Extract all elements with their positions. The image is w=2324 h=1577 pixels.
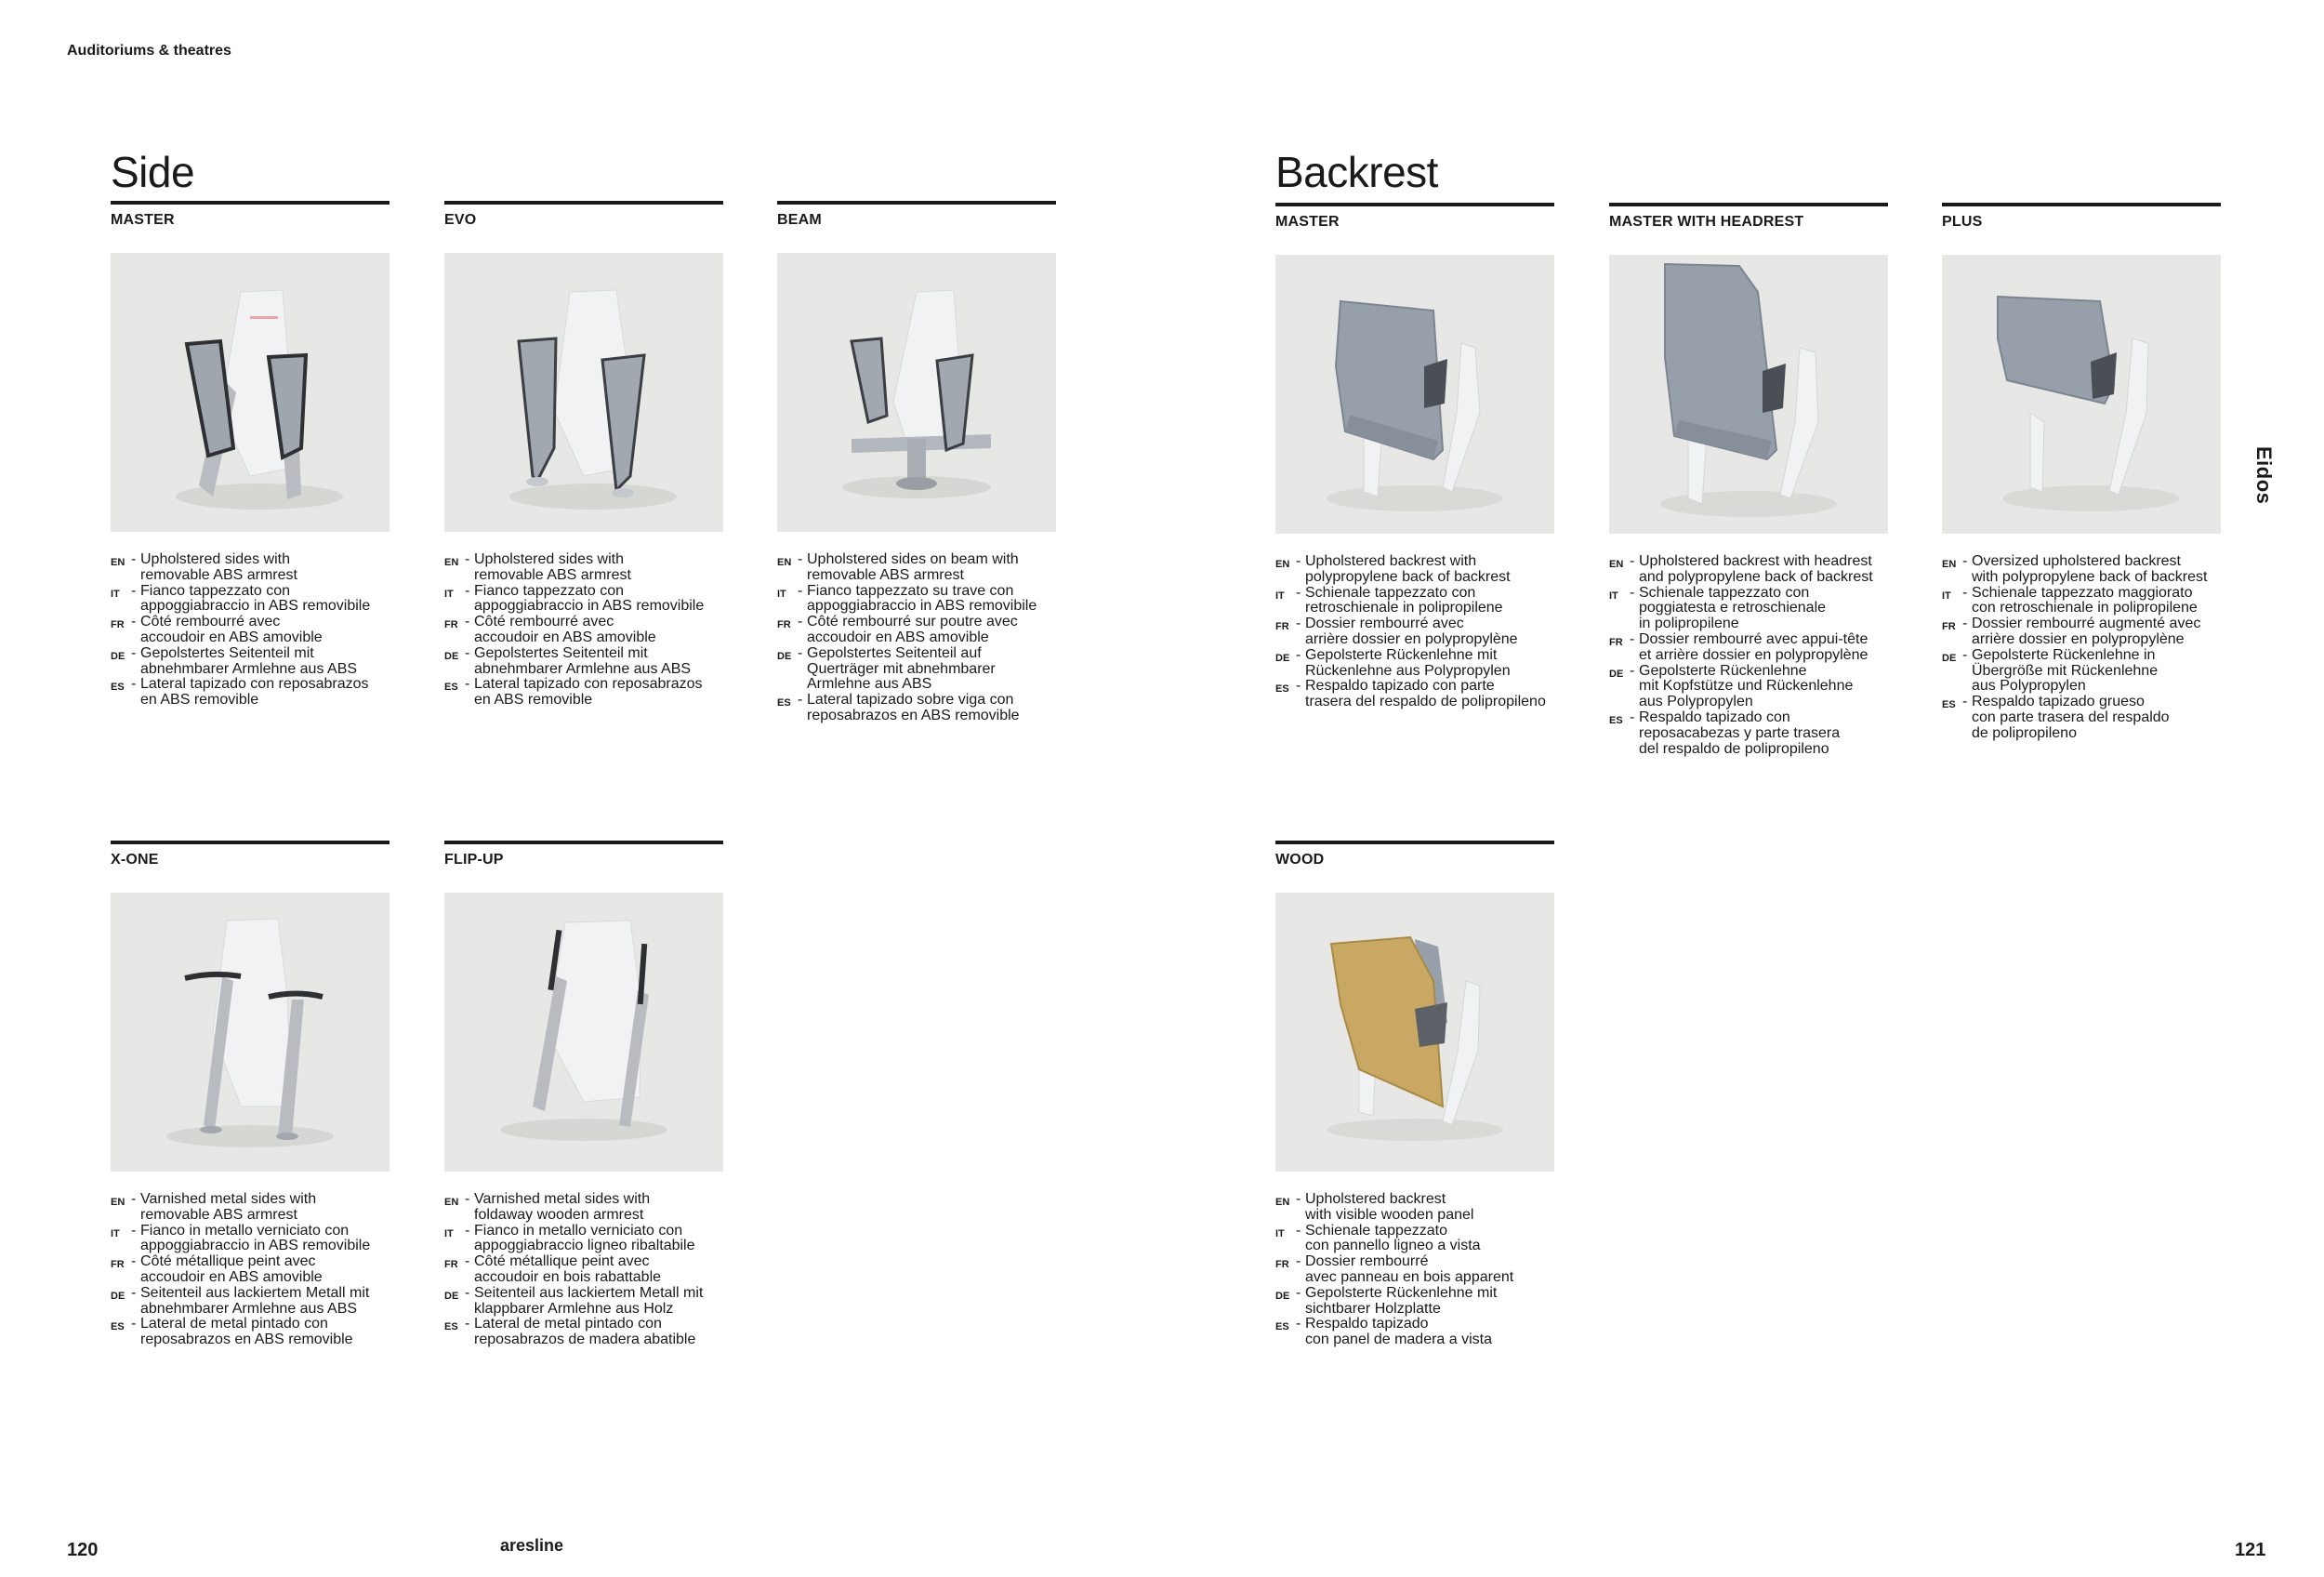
backrest-master-image bbox=[1275, 255, 1554, 534]
description: EN - Varnished metal sides with foldaway wooden armrest IT - Fianco in metallo verniciato con appoggiabraccio ligneo ribaltabile FR - Côté métallique peint avec accoudoir en bois rabattable DE - Seitenteil aus lackiertem Metall mit klappbarer Armlehne aus Holz ES - Lateral de metal pintado con reposabrazos de madera abatible bbox=[444, 1191, 704, 1348]
description: EN - Upholstered backrest with headrest and polypropylene back of backrest IT - Schienale tappezzato con poggiatesta e retroschienale in polipropilene FR - Dossier rembourré avec appui-tête et arrière dossier en polypropylène DE - Gepolsterte Rückenlehne mit Kopfstütze und Rückenlehne aus Polypropylen ES - Respaldo tapizado con reposacabezas y parte trasera del respaldo de polipropileno bbox=[1609, 553, 1873, 757]
product-backrest-plus bbox=[1942, 203, 2221, 742]
chair-photo bbox=[111, 253, 390, 532]
product-backrest-master bbox=[1275, 203, 1554, 710]
chair-photo bbox=[444, 893, 723, 1172]
product-side-flip-up bbox=[444, 841, 723, 1348]
backrest-headrest-image bbox=[1609, 255, 1888, 534]
product-backrest-master-headrest bbox=[1609, 203, 1888, 757]
product-side-master bbox=[111, 201, 390, 709]
brand-logo: aresline bbox=[500, 1536, 564, 1555]
vertical-tab-label: Eidos bbox=[2252, 446, 2276, 505]
backrest-title: Backrest bbox=[1275, 148, 1438, 196]
divider bbox=[777, 201, 1056, 205]
divider bbox=[1609, 203, 1888, 206]
divider bbox=[111, 201, 390, 205]
chair-photo bbox=[1942, 255, 2221, 534]
divider bbox=[444, 841, 723, 844]
side-x-one-image bbox=[111, 893, 390, 1172]
chair-photo bbox=[111, 893, 390, 1172]
description: EN - Upholstered sides with removable ABS armrest IT - Fianco tappezzato con appoggiabraccio in ABS removibile FR - Côté rembourré avec accoudoir en ABS amovible DE - Gepolstertes Seitenteil mit abnehmbarer Armlehne aus ABS ES - Lateral tapizado con reposabrazos en ABS removible bbox=[111, 551, 371, 709]
divider bbox=[1942, 203, 2221, 206]
product-backrest-wood bbox=[1275, 841, 1554, 1348]
divider bbox=[111, 841, 390, 844]
section-label: Auditoriums & theatres bbox=[67, 43, 231, 59]
page-number-right: 121 bbox=[2235, 1540, 2266, 1560]
product-name: MASTER bbox=[111, 212, 175, 228]
divider bbox=[1275, 203, 1554, 206]
backrest-wood-image bbox=[1275, 893, 1554, 1172]
description: EN - Upholstered backrest with polypropylene back of backrest IT - Schienale tappezzato con retroschienale in polipropilene FR - Dossier rembourré avec arrière dossier en polypropylène DE - Gepolsterte Rückenlehne mit Rückenlehne aus Polypropylen ES - Respaldo tapizado con parte trasera del respaldo de polipropileno bbox=[1275, 553, 1546, 710]
seat-side-beam-image bbox=[777, 253, 1056, 532]
product-side-x-one bbox=[111, 841, 390, 1348]
backrest-plus-image bbox=[1942, 255, 2221, 534]
side-title: Side bbox=[111, 148, 195, 196]
seat-side-evo-image bbox=[444, 253, 723, 532]
chair-photo bbox=[777, 253, 1056, 532]
product-side-beam bbox=[777, 201, 1056, 724]
product-name: BEAM bbox=[777, 212, 822, 228]
chair-photo bbox=[444, 253, 723, 532]
chair-photo bbox=[1275, 255, 1554, 534]
seat-side-master-image bbox=[111, 253, 390, 532]
description: EN - Oversized upholstered backrest with polypropylene back of backrest IT - Schienale tappezzato maggiorato con retroschienale in polipropilene FR - Dossier rembourré augmenté avec arrière dossier en polypropylène DE - Gepolsterte Rückenlehne in Übergröße mit Rückenlehne aus Polypropylen ES - Respaldo tapizado grueso con parte trasera del respaldo de polipropileno bbox=[1942, 553, 2208, 741]
product-name: FLIP-UP bbox=[444, 852, 504, 868]
divider bbox=[444, 201, 723, 205]
chair-photo bbox=[1275, 893, 1554, 1172]
description: EN - Upholstered backrest with visible wooden panel IT - Schienale tappezzato con pannello ligneo a vista FR - Dossier rembourré avec panneau en bois apparent DE - Gepolsterte Rückenlehne mit sichtbarer Holzplatte ES - Respaldo tapizado con panel de madera a vista bbox=[1275, 1191, 1514, 1348]
page-number-left: 120 bbox=[67, 1540, 99, 1560]
product-name: MASTER bbox=[1275, 214, 1340, 230]
description: EN - Varnished metal sides with removable ABS armrest IT - Fianco in metallo verniciato con appoggiabraccio in ABS removibile FR - Côté métallique peint avec accoudoir en ABS amovible DE - Seitenteil aus lackiertem Metall mit abnehmbarer Armlehne aus ABS ES - Lateral de metal pintado con reposabrazos en ABS removible bbox=[111, 1191, 371, 1348]
chair-photo bbox=[1609, 255, 1888, 534]
description: EN - Upholstered sides with removable ABS armrest IT - Fianco tappezzato con appoggiabraccio in ABS removibile FR - Côté rembourré avec accoudoir en ABS amovible DE - Gepolstertes Seitenteil mit abnehmbarer Armlehne aus ABS ES - Lateral tapizado con reposabrazos en ABS removible bbox=[444, 551, 705, 709]
divider bbox=[1275, 841, 1554, 844]
product-side-evo bbox=[444, 201, 723, 709]
side-flip-up-image bbox=[444, 893, 723, 1172]
product-name: EVO bbox=[444, 212, 477, 228]
product-name: MASTER WITH HEADREST bbox=[1609, 214, 1804, 230]
product-name: X-ONE bbox=[111, 852, 159, 868]
product-name: WOOD bbox=[1275, 852, 1325, 868]
description: EN - Upholstered sides on beam with removable ABS armrest IT - Fianco tappezzato su trave con appoggiabraccio in ABS removibile FR - Côté rembourré sur poutre avec accoudoir en ABS amovible DE - Gepolstertes Seitenteil auf Querträger mit abnehmbarer Armlehne aus ABS ES - Lateral tapizado sobre viga con reposabrazos en ABS removible bbox=[777, 551, 1037, 723]
product-name: PLUS bbox=[1942, 214, 1983, 230]
